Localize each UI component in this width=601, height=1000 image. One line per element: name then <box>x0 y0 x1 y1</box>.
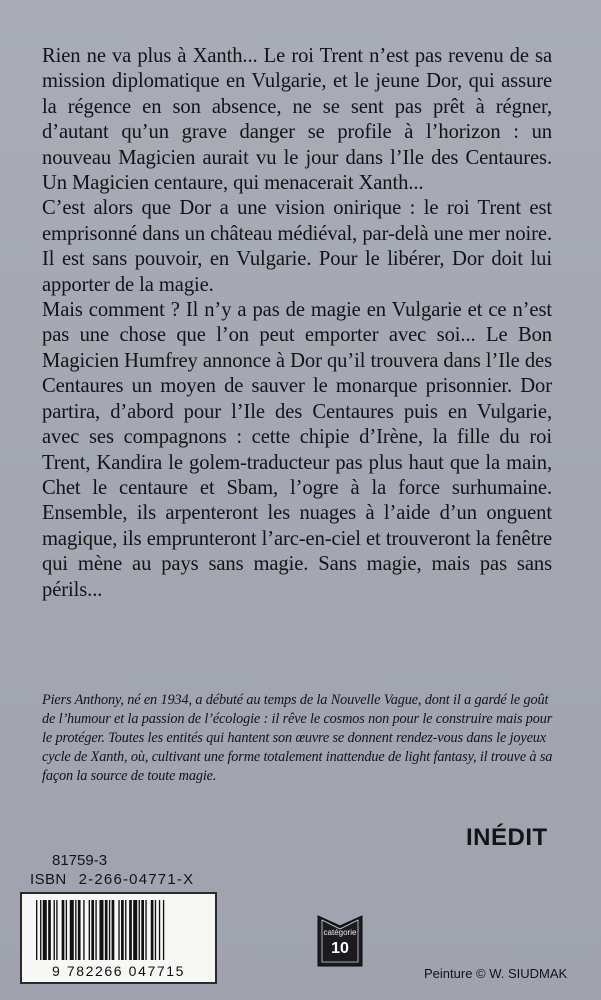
blurb-paragraph-1: Rien ne va plus à Xanth... Le roi Trent n’est pas revenu de sa mission diplomatique en Vulgarie, et le jeune Dor, qui assure la régence en son absence, ne se sent pas prêt à régner, d’autant qu’un grave danger se profile à l’horizon : un nouveau Magicien aurait vu le jour dans l’Ile des Centaures. Un Magicien centaure, qui menacerait Xanth... <box>42 45 552 195</box>
blurb-paragraph-3: Mais comment ? Il n’y a pas de magie en Vulgarie et ce n’est pas une chose que l’on peut emporter avec soi... Le Bon Magicien Humfrey annonce à Dor qu’il trouvera dans l’Ile des Centaures un moyen de sauver le monarque prisonnier. Dor partira, d’abord pour l’Ile des Centaures puis en Vulgarie, avec ses compagnons : cette chipie d’Irène, la fille du roi Trent, Kandira le golem-traducteur pas plus haut que la main, Chet le centaure et Sbam, l’ogre à la force surhumaine. Ensemble, ils arpenteront les nuages à l’aide d’un onguent magique, ils emprunteront l’arc-en-ciel et trouveront la fenêtre qui mène au pays sans magie. Sans magie, mais pas sans périls... <box>42 299 552 601</box>
category-label: catégorie <box>323 928 357 937</box>
illustration-credit: Peinture © W. SIUDMAK <box>424 966 568 981</box>
inedit-badge: INÉDIT <box>466 824 548 851</box>
blurb-paragraph-2: C’est alors que Dor a une vision onirique : le roi Trent est emprisonné dans un château médiéval, par-delà une mer noire. Il est sans pouvoir, en Vulgarie. Pour le libérer, Dor doit lui apporter de la magie. <box>42 197 552 296</box>
isbn-line <box>30 871 194 888</box>
isbn-label: ISBN <box>30 871 67 888</box>
isbn-number: 2-266-04771-X <box>78 871 195 888</box>
barcode <box>20 892 217 984</box>
blurb-text <box>42 44 552 603</box>
category-number: 10 <box>331 940 349 957</box>
category-shape-icon <box>316 910 364 968</box>
product-code: 81759-3 <box>52 852 108 869</box>
barcode-digits: 9 782266 047715 <box>52 963 185 979</box>
author-bio: Piers Anthony, né en 1934, a débuté au temps de la Nouvelle Vague, dont il a gardé le goût de l’humour et la passion de l’écologie : il rêve le cosmos non pour le construire mais pour le protéger. Toutes les entités qui hantent son œuvre se donnent rendez-vous dans le joyeux cycle de Xanth, où, cultivant une forme totalement inattendue de light fantasy, il trouve à sa façon la source de toute magie. <box>42 692 553 785</box>
category-badge <box>316 910 364 968</box>
